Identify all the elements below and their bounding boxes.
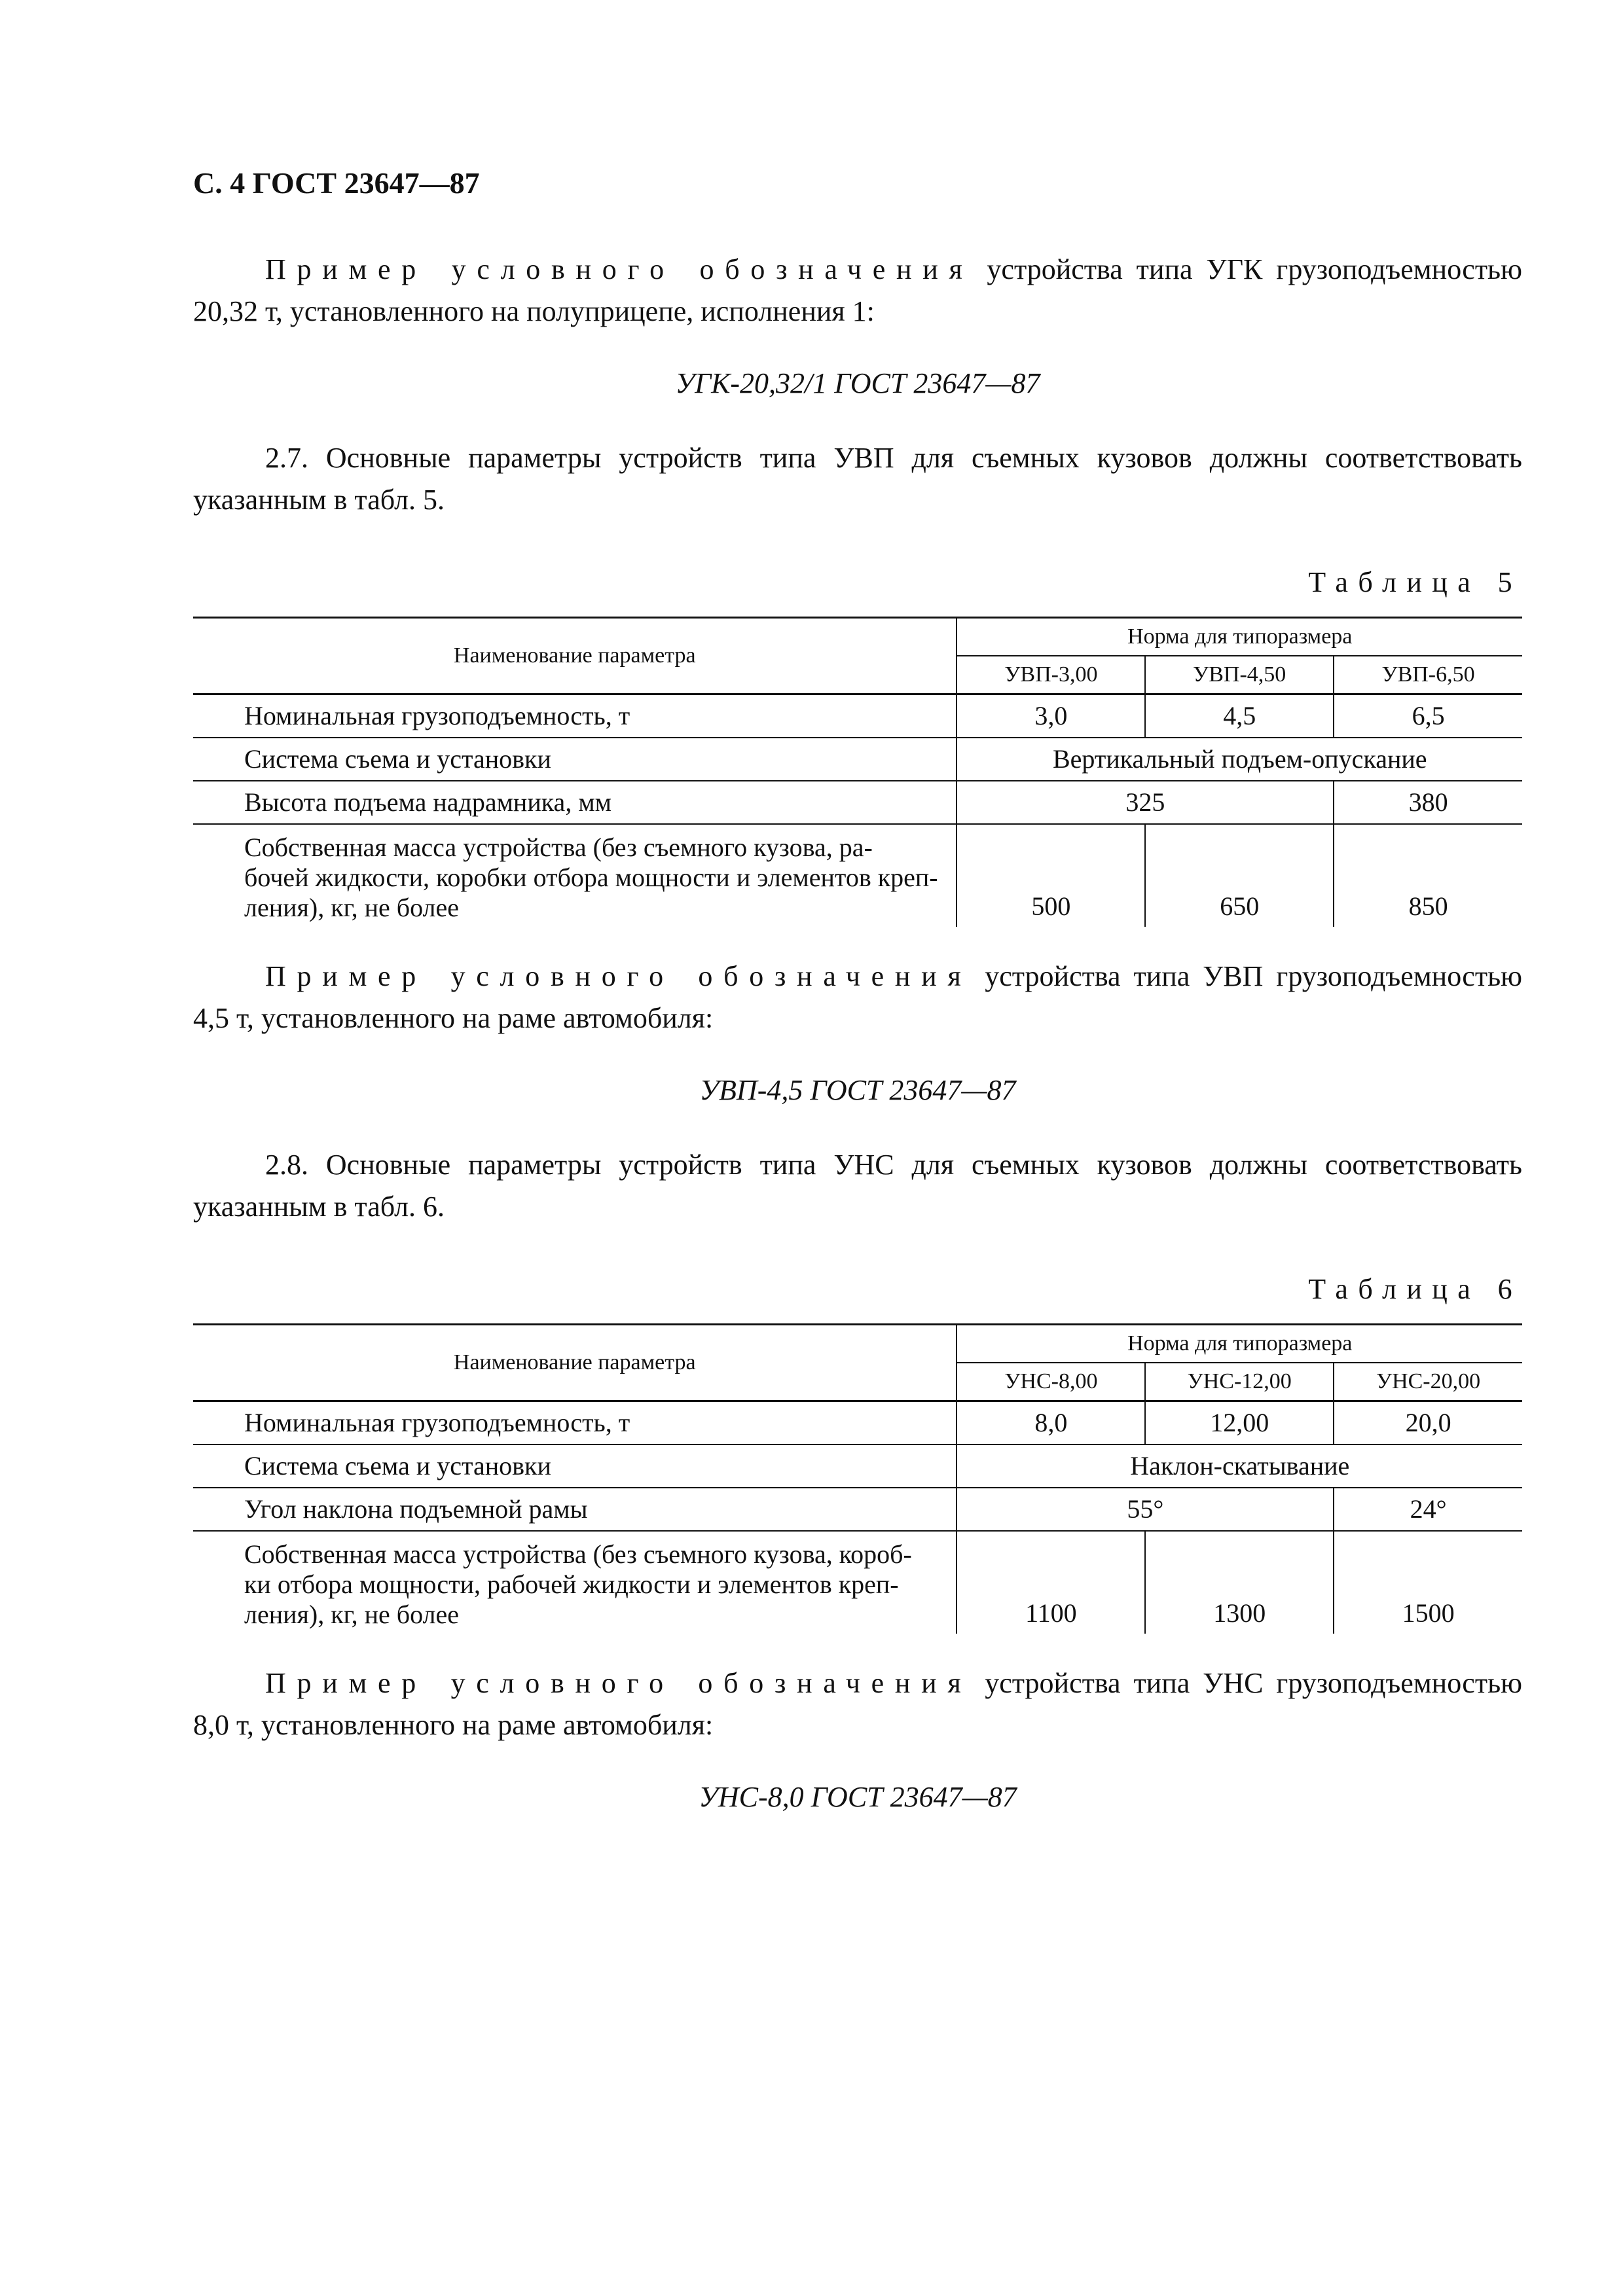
table-row <box>193 1531 1522 1634</box>
table-6-size-3: УНС-20,00 <box>1334 1363 1522 1401</box>
table-6-title: Таблица 6 <box>1308 1273 1522 1305</box>
row-label <box>193 824 957 927</box>
table-row <box>193 824 1522 927</box>
table-6-param-header: Наименование параметра <box>193 1325 957 1401</box>
row-label: Система съема и установки <box>193 738 957 781</box>
cell-value: 325 <box>957 781 1334 824</box>
row-label: Угол наклона подъемной рамы <box>193 1488 957 1531</box>
table-5 <box>193 617 1522 927</box>
cell-value: 20,0 <box>1334 1401 1522 1445</box>
table-5-param-header: Наименование параметра <box>193 618 957 694</box>
cell-value: Вертикальный подъем-опускание <box>957 738 1522 781</box>
example-text-3: устройства типа УНС грузоподъемностью 8,0 т, установленного на раме автомобиля: <box>193 1667 1523 1741</box>
cell-value: 1300 <box>1145 1531 1334 1634</box>
table-5-norm-header: Норма для типоразмера <box>957 618 1522 656</box>
table-5-size-1: УВП-3,00 <box>957 656 1145 694</box>
example-paragraph-3 <box>193 1662 1522 1746</box>
cell-value: 380 <box>1334 781 1522 824</box>
cell-value: 55° <box>957 1488 1334 1531</box>
cell-value: 3,0 <box>957 694 1145 738</box>
row-label <box>193 1531 957 1634</box>
designation-3: УНС-8,0 ГОСТ 23647—87 <box>699 1781 1017 1813</box>
cell-value: 650 <box>1145 824 1334 927</box>
table-5-size-2: УВП-4,50 <box>1145 656 1334 694</box>
table-6 <box>193 1323 1522 1634</box>
table-6-size-1: УНС-8,00 <box>957 1363 1145 1401</box>
cell-value: 12,00 <box>1145 1401 1334 1445</box>
cell-value: Наклон-скатывание <box>957 1444 1522 1488</box>
row-label-line: Собственная масса устройства (без съемного кузова, короб- <box>244 1539 912 1569</box>
row-label-line: Собственная масса устройства (без съемного кузова, ра- <box>244 833 873 862</box>
designation-1: УГК-20,32/1 ГОСТ 23647—87 <box>675 367 1040 399</box>
row-label: Высота подъема надрамника, мм <box>193 781 957 824</box>
example-text-2: устройства типа УВП грузоподъемностью 4,5 т, установленного на раме автомобиля: <box>193 960 1523 1034</box>
table-row <box>193 1444 1522 1488</box>
cell-value: 1500 <box>1334 1531 1522 1634</box>
row-label: Номинальная грузоподъемность, т <box>193 694 957 738</box>
clause-2-8: 2.8. Основные параметры устройств типа УНС для съемных кузовов должны соответствовать указанным в табл. 6. <box>193 1149 1522 1223</box>
table-row <box>193 1488 1522 1531</box>
row-label-line: ки отбора мощности, рабочей жидкости и элементов креп- <box>244 1570 899 1599</box>
cell-value: 850 <box>1334 824 1522 927</box>
cell-value: 500 <box>957 824 1145 927</box>
table-5-size-3: УВП-6,50 <box>1334 656 1522 694</box>
row-label-line: ления), кг, не более <box>244 1600 460 1629</box>
row-label-line: бочей жидкости, коробки отбора мощности и элементов креп- <box>244 863 938 892</box>
clause-2-7: 2.7. Основные параметры устройств типа УВП для съемных кузовов должны соответствовать указанным в табл. 5. <box>193 442 1522 516</box>
table-6-norm-header: Норма для типоразмера <box>957 1325 1522 1363</box>
row-label-line: ления), кг, не более <box>244 893 460 922</box>
example-paragraph-2 <box>193 956 1522 1039</box>
example-lead-2: Пример условного обозначения <box>265 960 972 992</box>
table-5-title: Таблица 5 <box>1308 566 1522 598</box>
document-page <box>193 164 1522 1851</box>
table-row <box>193 1401 1522 1445</box>
table-6-size-2: УНС-12,00 <box>1145 1363 1334 1401</box>
example-lead-3: Пример условного обозначения <box>265 1667 972 1699</box>
example-text-1: устройства типа УГК грузоподъемностью 20,32 т, установленного на полуприцепе, исполнения 1: <box>193 253 1522 327</box>
row-label: Система съема и установки <box>193 1444 957 1488</box>
cell-value: 24° <box>1334 1488 1522 1531</box>
cell-value: 4,5 <box>1145 694 1334 738</box>
cell-value: 6,5 <box>1334 694 1522 738</box>
example-lead-1: Пример условного обозначения <box>265 253 974 285</box>
example-paragraph-1 <box>193 249 1522 332</box>
designation-2: УВП-4,5 ГОСТ 23647—87 <box>699 1074 1016 1106</box>
table-row <box>193 738 1522 781</box>
table-row <box>193 694 1522 738</box>
cell-value: 1100 <box>957 1531 1145 1634</box>
cell-value: 8,0 <box>957 1401 1145 1445</box>
table-row <box>193 781 1522 824</box>
page-header: С. 4 ГОСТ 23647—87 <box>193 166 480 200</box>
row-label: Номинальная грузоподъемность, т <box>193 1401 957 1445</box>
